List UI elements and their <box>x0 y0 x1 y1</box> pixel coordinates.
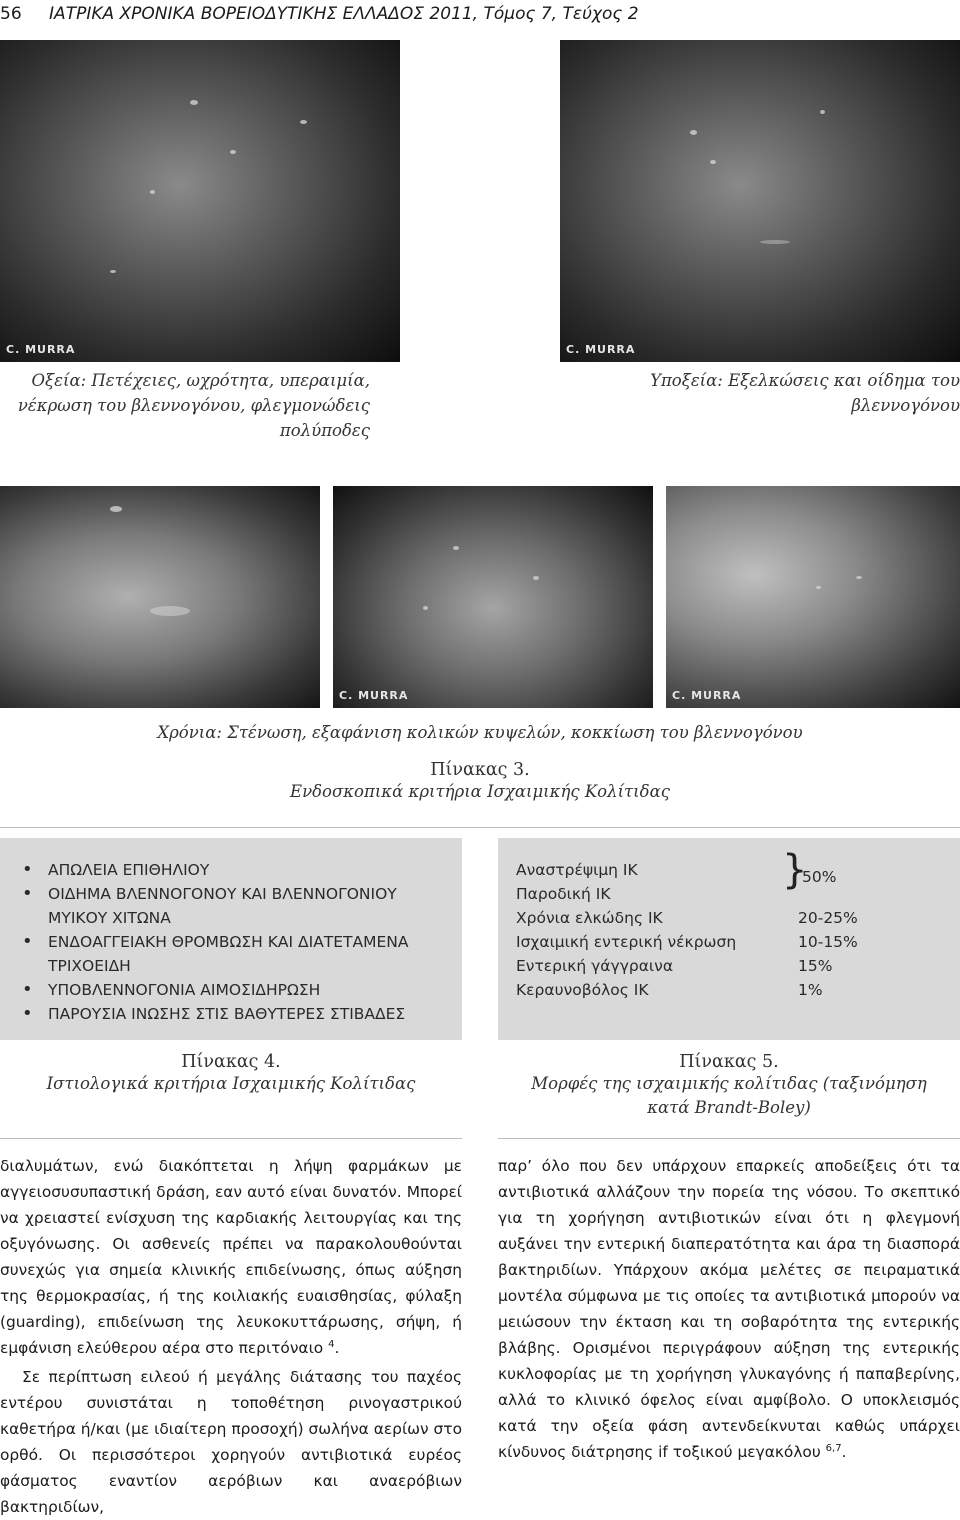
watermark: C. MURRA <box>566 343 636 356</box>
table5-number: Πίνακας 5. <box>679 1052 779 1072</box>
divider <box>498 1138 960 1139</box>
list-item: • ΑΠΩΛΕΙΑ ΕΠΙΘΗΛΙΟΥ <box>22 858 442 882</box>
journal-title: ΙΑΤΡΙΚΑ ΧΡΟΝΙΚΑ ΒΟΡΕΙΟΔΥΤΙΚΗΣ ΕΛΛΑΔΟΣ 2011, Τόμος 7, Τεύχος 2 <box>49 4 639 24</box>
table4-box <box>0 838 462 1040</box>
page-number: 56 <box>0 4 22 24</box>
row-value: 1% <box>798 981 823 999</box>
caption-acute: Οξεία: Πετέχειες, ωχρότητα, υπεραιμία, νέκρωση του βλεννογόνου, φλεγμονώδεις πολύποδες <box>17 371 370 440</box>
table3-title: Ενδοσκοπικά κριτήρια Ισχαιμικής Κολίτιδας <box>290 782 670 801</box>
row-label: Ισχαιμική εντερική νέκρωση <box>516 933 737 951</box>
paragraph-text: διαλυμάτων, ενώ διακόπτεται η λήψη φαρμάκων με αγγειοσυσυπαστική δράση, εαν αυτό είναι δυνατόν. Μπορεί να χρειαστεί ενίσχυση της καρδιακής λειτουργίας και της οξυγόνωσης. Οι ασθενείς πρέπει να παρακολουθούνται συνεχώς για σημεία κλινικής επιδείνωσης, όπως αύξηση της θερμοκρασίας, ή της κοιλιακής ευαισθησίας, φύλαξη (guarding), επιδείνωση της λευκοκυττάρωσης, σήψη, ή εμφάνιση ελεύθερου αέρα στο περιτόναιο <box>0 1157 462 1357</box>
grouped-value: 50% <box>802 868 837 886</box>
table5-heading <box>498 1052 960 1120</box>
table-row <box>516 978 823 1002</box>
caption-subacute: Υποξεία: Εξελκώσεις και οίδημα του βλεννογόνου <box>650 371 960 415</box>
body-column-left <box>0 1153 462 1520</box>
watermark: C. MURRA <box>672 689 742 702</box>
row-label: Παροδική ΙΚ <box>516 885 611 903</box>
endoscopy-image-chronic-2 <box>333 486 653 708</box>
body-column-right <box>498 1153 960 1465</box>
brace-glyph: } <box>782 847 808 893</box>
row-value: 20-25% <box>798 909 858 927</box>
watermark: C. MURRA <box>6 343 76 356</box>
divider <box>0 1138 462 1139</box>
row-value: 10-15% <box>798 933 858 951</box>
table3-number: Πίνακας 3. <box>430 760 530 780</box>
endoscopy-image-subacute <box>560 40 960 362</box>
watermark: C. MURRA <box>339 689 409 702</box>
endoscopy-image-acute <box>0 40 400 362</box>
citation: 6,7 <box>825 1442 842 1454</box>
table-row <box>516 930 858 954</box>
endoscopy-image-chronic-3 <box>666 486 960 708</box>
row-label: Εντερική γάγγραινα <box>516 957 674 975</box>
table-row <box>516 906 858 930</box>
endoscopy-image-chronic-1 <box>0 486 320 708</box>
table4-heading <box>0 1052 462 1096</box>
list-item: • ΕΝΔΟΑΓΓΕΙΑΚΗ ΘΡΟΜΒΩΣΗ ΚΑΙ ΔΙΑΤΕΤΑΜΕΝΑ ΤΡΙΧΟΕΙΔΗ <box>22 930 442 978</box>
table-row <box>516 858 736 882</box>
paragraph-text: Σε περίπτωση ειλεού ή μεγάλης διάτασης του παχέος εντέρου συνιστάται η τοποθέτηση ρινογαστρικού καθετήρα ή/και (με ιδιαίτερη προσοχή) σωλήνα αερίων στο ορθό. Οι περισσότεροι χορηγούν αντιβιοτικά ευρέος φάσματος εναντίον αερόβιων και αναερόβιων βακτηριδίων, <box>0 1368 462 1516</box>
table4-number: Πίνακας 4. <box>181 1052 281 1072</box>
caption-chronic: Χρόνια: Στένωση, εξαφάνιση κολικών κυψελών, κοκκίωση του βλεννογόνου <box>157 723 803 742</box>
paragraph <box>498 1153 960 1465</box>
table-row <box>516 954 833 978</box>
list-item: • ΟΙΔΗΜΑ ΒΛΕΝΝΟΓΟΝΟΥ ΚΑΙ ΒΛΕΝΝΟΓΟΝΙΟΥ ΜΥΙΚΟΥ ΧΙΤΩΝΑ <box>22 882 442 930</box>
row-label: Αναστρέψιμη ΙΚ <box>516 861 638 879</box>
row-label: Κεραυνοβόλος ΙΚ <box>516 981 649 999</box>
table4-title: Ιστιολογικά κριτήρια Ισχαιμικής Κολίτιδας <box>46 1074 416 1093</box>
row-value: 15% <box>798 957 833 975</box>
table-row <box>516 882 736 906</box>
paragraph-end: . <box>334 1339 340 1357</box>
page-header <box>0 4 639 24</box>
divider <box>0 827 960 828</box>
table3-heading <box>0 760 960 804</box>
table5-title: Μορφές της ισχαιμικής κολίτιδας (ταξινόμηση κατά Brandt-Boley) <box>531 1074 927 1117</box>
histology-criteria-list <box>22 858 442 1026</box>
paragraph-text: παρ’ όλο που δεν υπάρχουν επαρκείς αποδείξεις ότι τα αντιβιοτικά αλλάζουν την πορεία της νόσου. Το σκεπτικό για τη χορήγηση αντιβιοτικών είναι ότι η φλεγμονή αυξάνει την εντερική διαπερατότητα και άρα τη διασπορά βακτηριδίων. Υπάρχουν ακόμα μελέτες σε πειραματικά μοντέλα σύμφωνα με τις οποίες τα αντιβιοτικά μπορούν να μειώσουν την έκταση και τη σοβαρότητα της εντερικής βλάβης. Ορισμένοι περιγράφουν αύξηση της εντερικής κυκλοφορίας με τη χορήγηση γλυκαγόνης ή παπαβερίνης, αλλά το κλινικό όφελος είναι αμφίβολο. Ο υποκλεισμός κατά την οξεία φάση αντενδείκνυται καθώς υπάρχει κίνδυνος διάτρησης if τοξικού μεγακόλου <box>498 1157 960 1461</box>
table5-box <box>498 838 960 1040</box>
paragraph <box>0 1364 462 1520</box>
paragraph-end: . <box>841 1443 847 1461</box>
paragraph <box>0 1153 462 1361</box>
citation: 4 <box>328 1338 335 1350</box>
list-item: • ΠΑΡΟΥΣΙΑ ΙΝΩΣΗΣ ΣΤΙΣ ΒΑΘΥΤΕΡΕΣ ΣΤΙΒΑΔΕΣ <box>22 1002 442 1026</box>
list-item: • ΥΠΟΒΛΕΝΝΟΓΟΝΙΑ ΑΙΜΟΣΙΔΗΡΩΣΗ <box>22 978 442 1002</box>
row-label: Χρόνια ελκώδης ΙΚ <box>516 909 663 927</box>
